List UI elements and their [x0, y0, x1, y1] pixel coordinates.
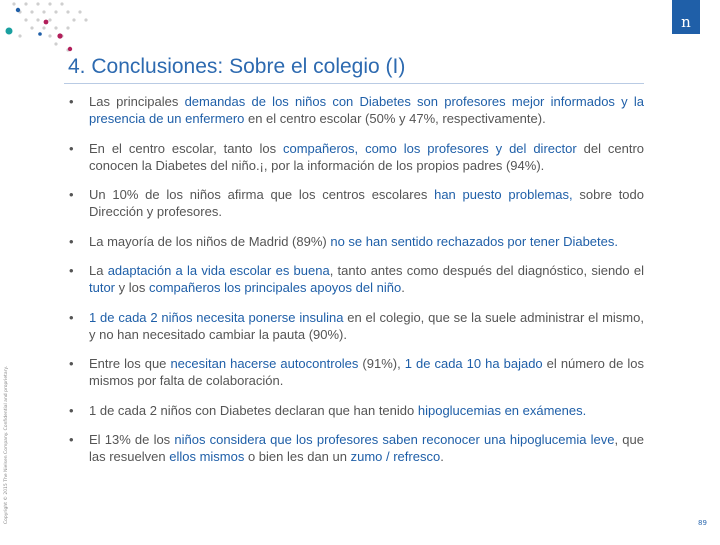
body-text: . — [440, 449, 444, 464]
title-divider — [64, 83, 644, 84]
body-text: o bien les dan un — [244, 449, 351, 464]
highlighted-text: 1 de cada 10 ha bajado — [404, 356, 543, 371]
body-text: Un 10% de los niños afirma que los centros escolares — [89, 187, 435, 202]
highlighted-text: no se han sentido rechazados por tener Diabetes. — [330, 233, 618, 249]
body-text: Las principales — [89, 94, 185, 109]
highlighted-text: ellos mismos — [169, 449, 245, 464]
bullet-item — [66, 262, 644, 296]
bullet-item — [66, 431, 644, 465]
highlighted-text: zumo / refresco — [350, 449, 441, 464]
body-text: Entre los que — [89, 356, 171, 371]
highlighted-text: hipoglucemias en exámenes. — [417, 402, 587, 418]
bullet-item — [66, 355, 644, 389]
body-text: sobre todo Dirección y profesores. — [89, 187, 644, 219]
body-text: en el centro escolar (50% y 47%, respectivamente). — [244, 111, 546, 126]
body-text: del centro conocen la Diabetes del niño.¡, por la información de los propios padres (94%). — [89, 140, 645, 173]
highlighted-text: 1 de cada 2 niños necesita ponerse insulina — [89, 309, 344, 325]
highlighted-text: tutor — [89, 280, 116, 295]
highlighted-text: han puesto problemas, — [434, 187, 573, 202]
copyright-vertical-text: Copyright © 2015 The Nielsen Company. Confidential and proprietary. — [4, 366, 9, 525]
highlighted-text: niños considera que los profesores saben reconocer una hipoglucemia leve — [174, 432, 615, 447]
bullet-item — [66, 186, 644, 220]
body-text: el número de los mismos por falta de colaboración. — [89, 356, 645, 388]
bullet-item — [66, 233, 644, 250]
body-text: La mayoría de los niños de Madrid (89%) — [89, 233, 331, 249]
bullet-item — [66, 309, 644, 343]
highlighted-text: demandas de los niños con Diabetes son profesores mejor informados y la presencia de un enfermero — [89, 94, 644, 126]
highlighted-text: adaptación a la vida escolar es buena — [107, 263, 330, 278]
page-title: 4. Conclusiones: Sobre el colegio (I) — [68, 55, 406, 78]
body-text: (91%), — [358, 356, 405, 371]
page-number: 89 — [698, 519, 707, 527]
body-text: , que las resuelven — [89, 432, 644, 464]
body-text: El 13% de los — [89, 432, 175, 447]
bullet-item — [66, 93, 644, 127]
bullet-item — [66, 140, 644, 174]
decorative-dots — [0, 0, 160, 60]
highlighted-text: compañeros, como los profesores y del director — [283, 140, 577, 156]
company-logo — [672, 0, 700, 34]
logo-text: n — [681, 13, 691, 31]
body-text: . — [401, 280, 405, 295]
conclusions-list — [66, 93, 644, 478]
body-text: , tanto antes como después del diagnóstico, siendo el — [329, 263, 644, 278]
body-text: La — [89, 263, 108, 278]
body-text: 1 de cada 2 niños con Diabetes declaran que han tenido — [89, 402, 418, 418]
bullet-item — [66, 402, 644, 419]
highlighted-text: necesitan hacerse autocontroles — [170, 356, 359, 371]
highlighted-text: compañeros los principales apoyos del niño — [148, 280, 402, 295]
body-text: En el centro escolar, tanto los — [89, 140, 283, 156]
body-text: en el colegio, que se la suele administrar el mismo, y no han necesitado cambiar la pauta (90%). — [89, 309, 644, 342]
body-text: y los — [115, 280, 149, 295]
